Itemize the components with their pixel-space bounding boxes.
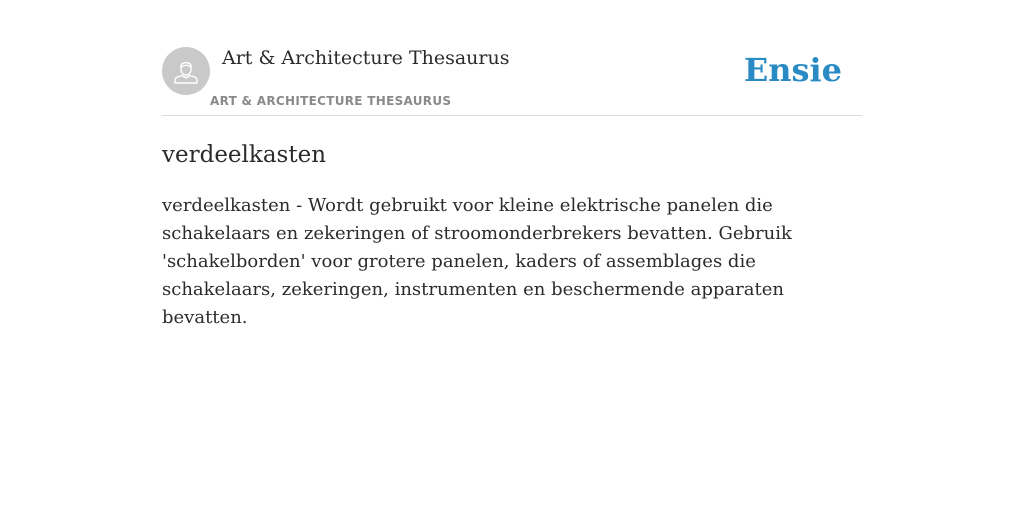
entry-title: verdeelkasten bbox=[162, 142, 327, 168]
author-subtitle: ART & ARCHITECTURE THESAURUS bbox=[210, 94, 452, 108]
user-silhouette-icon bbox=[171, 56, 201, 86]
entry-header bbox=[162, 0, 862, 116]
page-container bbox=[162, 0, 862, 328]
ensie-logo[interactable]: Ensie bbox=[743, 51, 842, 89]
author-name-link[interactable]: Art & Architecture Thesaurus bbox=[222, 47, 510, 69]
entry-definition: verdeelkasten - Wordt gebruikt voor kleine elektrische panelen die schakelaars en zekeringen of stroomonderbrekers bevatten. Gebruik 'schakelborden' voor grotere panelen, kaders of assemblages die schakelaars, zekeringen, instrumenten en beschermende apparaten bevatten. bbox=[162, 195, 792, 328]
author-avatar[interactable] bbox=[162, 47, 210, 95]
